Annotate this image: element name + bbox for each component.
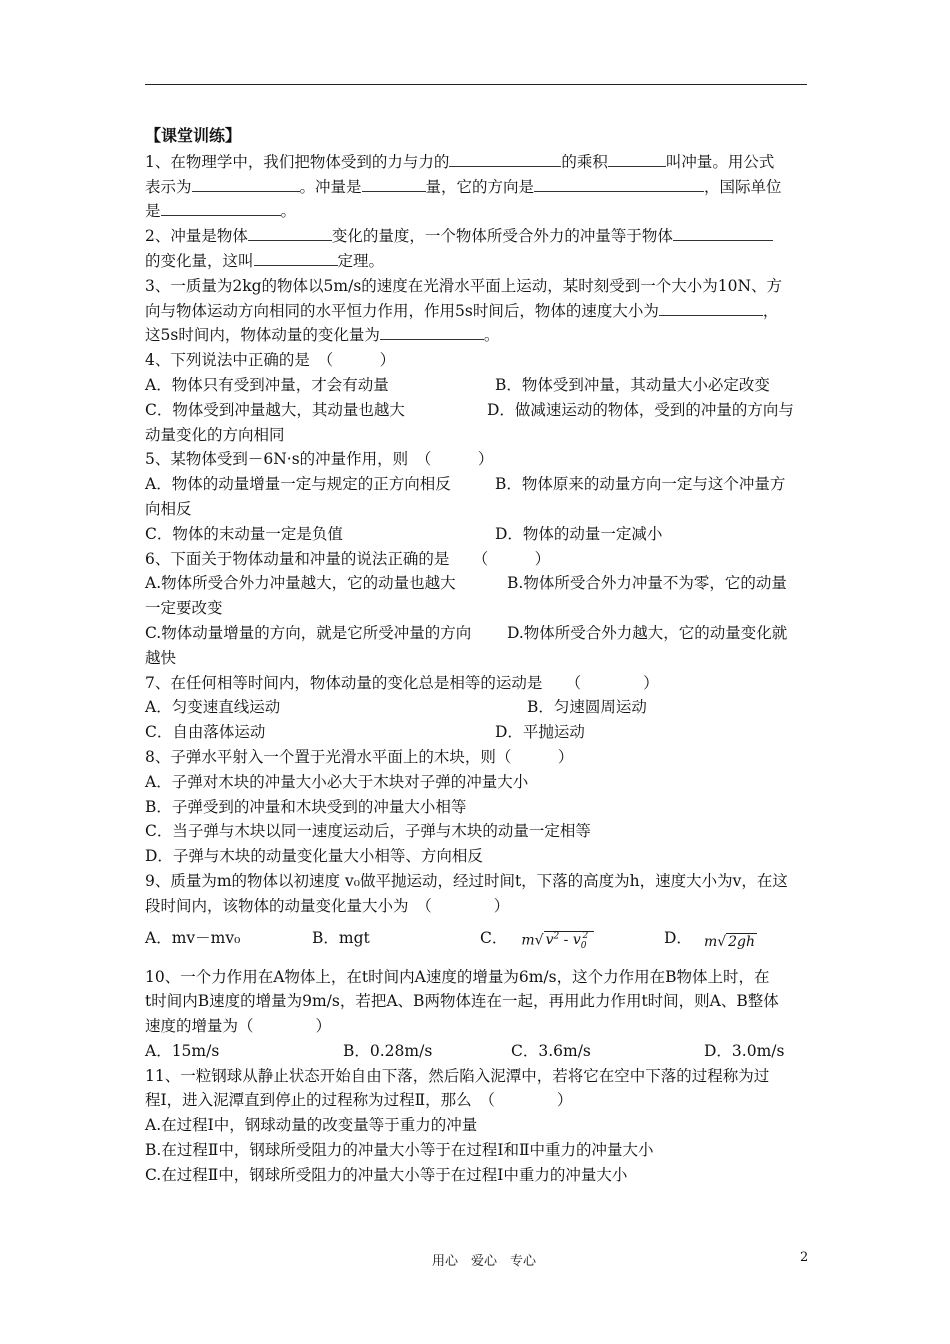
question-1-line-2: 表示为 。冲量是 量，它的方向是 ，国际单位 <box>145 175 810 200</box>
blank <box>254 249 338 266</box>
option-a: A．mv－mv₀ <box>145 929 241 948</box>
option-c: C． m√ $v^2 - v_0^2$ <box>480 921 664 955</box>
question-6: 6、下面关于物体动量和冲量的说法正确的是 （ ） <box>145 549 551 568</box>
option-d: D．子弹与木块的动量变化量大小相等、方向相反 <box>145 847 483 866</box>
question-1-line-3: 是 。 <box>145 199 810 224</box>
question-2-line-1: 2、冲量是物体 变化的量度，一个物体所受合外力的冲量等于物体 <box>145 224 810 249</box>
page-number: 2 <box>800 1250 809 1265</box>
formula-c: m√ $v^2 - v_0^2$ <box>521 925 594 959</box>
question-7: 7、在任何相等时间内，物体动量的变化总是相等的运动是 （ ） <box>145 673 659 692</box>
option-b: B.物体所受合外力冲量不为零，它的动量 <box>507 574 787 593</box>
question-10-line-1: 10、一个力作用在A物体上，在t时间内A速度的增量为6m/s，这个力作用在B物体上时，在 <box>145 967 770 986</box>
question-3-line-2: 向与物体运动方向相同的水平恒力作用，作用5s时间后，物体的速度大小为 ， <box>145 299 810 324</box>
question-9-line-2: 段时间内，该物体的动量变化量大小为 （ ） <box>145 896 510 915</box>
question-5-options-ab <box>145 472 810 497</box>
option-a: A．子弹对木块的冲量大小必大于木块对子弹的冲量大小 <box>145 772 529 791</box>
question-6-option-b-cont: 一定要改变 <box>145 599 223 618</box>
question-7-options-cd <box>145 720 810 745</box>
option-b: B.在过程Ⅱ中，钢球所受阻力的冲量大小等于在过程Ⅰ和Ⅱ中重力的冲量大小 <box>145 1141 654 1160</box>
option-a: A．15m/s <box>145 1041 220 1060</box>
option-b: B．物体原来的动量方向一定与这个冲量方 <box>495 475 786 494</box>
option-c: C．自由落体运动 <box>145 723 266 742</box>
sqrt-icon: √ <box>534 933 544 950</box>
question-3-line-1: 3、一质量为2kg的物体以5m/s的速度在光滑水平面上运动，某时刻受到一个大小为10N、方 <box>145 276 783 295</box>
option-a: A.物体所受合外力冲量越大，它的动量也越大 <box>145 574 456 593</box>
option-b: B．0.28m/s <box>343 1041 433 1060</box>
question-4-options-cd <box>145 398 810 423</box>
blank <box>362 175 426 192</box>
option-a: A.在过程Ⅰ中，钢球动量的改变量等于重力的冲量 <box>145 1116 478 1135</box>
footer-text: 用心 爱心 专心 <box>432 1254 537 1269</box>
option-d: D．平抛运动 <box>495 723 585 742</box>
question-11-line-2: 程Ⅰ，进入泥潭直到停止的过程称为过程Ⅱ，那么 （ ） <box>145 1091 573 1110</box>
question-6-option-d-cont: 越快 <box>145 648 177 667</box>
blank <box>534 175 704 192</box>
blank <box>161 199 281 216</box>
option-c: C．物体受到冲量越大，其动量也越大 <box>145 400 405 419</box>
question-6-options-cd <box>145 621 810 646</box>
section-title: 【课堂训练】 <box>145 126 242 145</box>
option-d: D． m√ 2gh <box>664 926 757 951</box>
option-a: A．物体的动量增量一定与规定的正方向相反 <box>145 475 451 494</box>
question-4-options-ab <box>145 373 810 398</box>
option-d: D．物体的动量一定减小 <box>495 524 663 543</box>
question-7-options-ab <box>145 695 810 720</box>
question-5-options-cd <box>145 522 810 547</box>
option-d: D．3.0m/s <box>704 1041 785 1060</box>
option-b: B．匀速圆周运动 <box>527 698 647 717</box>
formula-d: m√ 2gh <box>703 934 756 951</box>
blank <box>608 150 666 167</box>
blank <box>248 224 332 241</box>
option-c: C．3.6m/s <box>511 1041 591 1060</box>
option-c: C．当子弹与木块以同一速度运动后，子弹与木块的动量一定相等 <box>145 822 591 841</box>
question-6-options-ab <box>145 571 810 596</box>
question-3-line-3: 这5s时间内，物体动量的变化量为 。 <box>145 323 810 348</box>
blank <box>673 224 773 241</box>
option-c: C．物体的末动量一定是负值 <box>145 524 343 543</box>
question-9-options <box>145 919 810 959</box>
blank <box>380 323 484 340</box>
option-d: D.物体所受合外力越大，它的动量变化就 <box>507 623 788 642</box>
question-5-option-b-cont: 向相反 <box>145 499 192 518</box>
option-d: D．做减速运动的物体，受到的冲量的方向与 <box>487 400 794 419</box>
option-b: B．子弹受到的冲量和木块受到的冲量大小相等 <box>145 797 467 816</box>
question-4: 4、下列说法中正确的是 （ ） <box>145 351 396 370</box>
sqrt-icon: √ <box>717 934 727 951</box>
question-10-options <box>145 1039 810 1064</box>
question-8: 8、子弹水平射入一个置于光滑水平面上的木块，则（ ） <box>145 747 574 766</box>
document-body <box>145 124 810 1188</box>
question-2-line-2: 的变化量，这叫 定理。 <box>145 249 810 274</box>
question-10-line-2: t时间内B速度的增量为9m/s，若把A、B两物体连在一起，再用此力作用t时间，则A、B整体 <box>145 992 779 1011</box>
option-a: A．匀变速直线运动 <box>145 698 281 717</box>
question-1-line-1: 1、在物理学中，我们把物体受到的力与力的 的乘积 叫冲量。用公式 <box>145 150 810 175</box>
blank <box>659 299 763 316</box>
option-b: B．物体受到冲量，其动量大小必定改变 <box>495 375 770 394</box>
question-10-line-3: 速度的增量为（ ） <box>145 1017 332 1036</box>
question-9-line-1: 9、质量为m的物体以初速度 v₀做平抛运动，经过时间t，下落的高度为h，速度大小为v，在这 <box>145 871 788 890</box>
blank <box>192 175 300 192</box>
option-c: C.在过程Ⅱ中，钢球所受阻力的冲量大小等于在过程Ⅰ中重力的冲量大小 <box>145 1165 628 1184</box>
question-11-line-1: 11、一粒钢球从静止状态开始自由下落，然后陷入泥潭中，若将它在空中下落的过程称为过 <box>145 1066 770 1085</box>
question-4-option-d-cont: 动量变化的方向相同 <box>145 425 285 444</box>
option-c: C.物体动量增量的方向，就是它所受冲量的方向 <box>145 623 472 642</box>
header-rule <box>145 84 807 85</box>
option-a: A．物体只有受到冲量，才会有动量 <box>145 375 389 394</box>
blank <box>449 150 561 167</box>
question-5: 5、某物体受到－6N·s的冲量作用，则 （ ） <box>145 450 494 469</box>
option-b: B．mgt <box>312 929 370 948</box>
